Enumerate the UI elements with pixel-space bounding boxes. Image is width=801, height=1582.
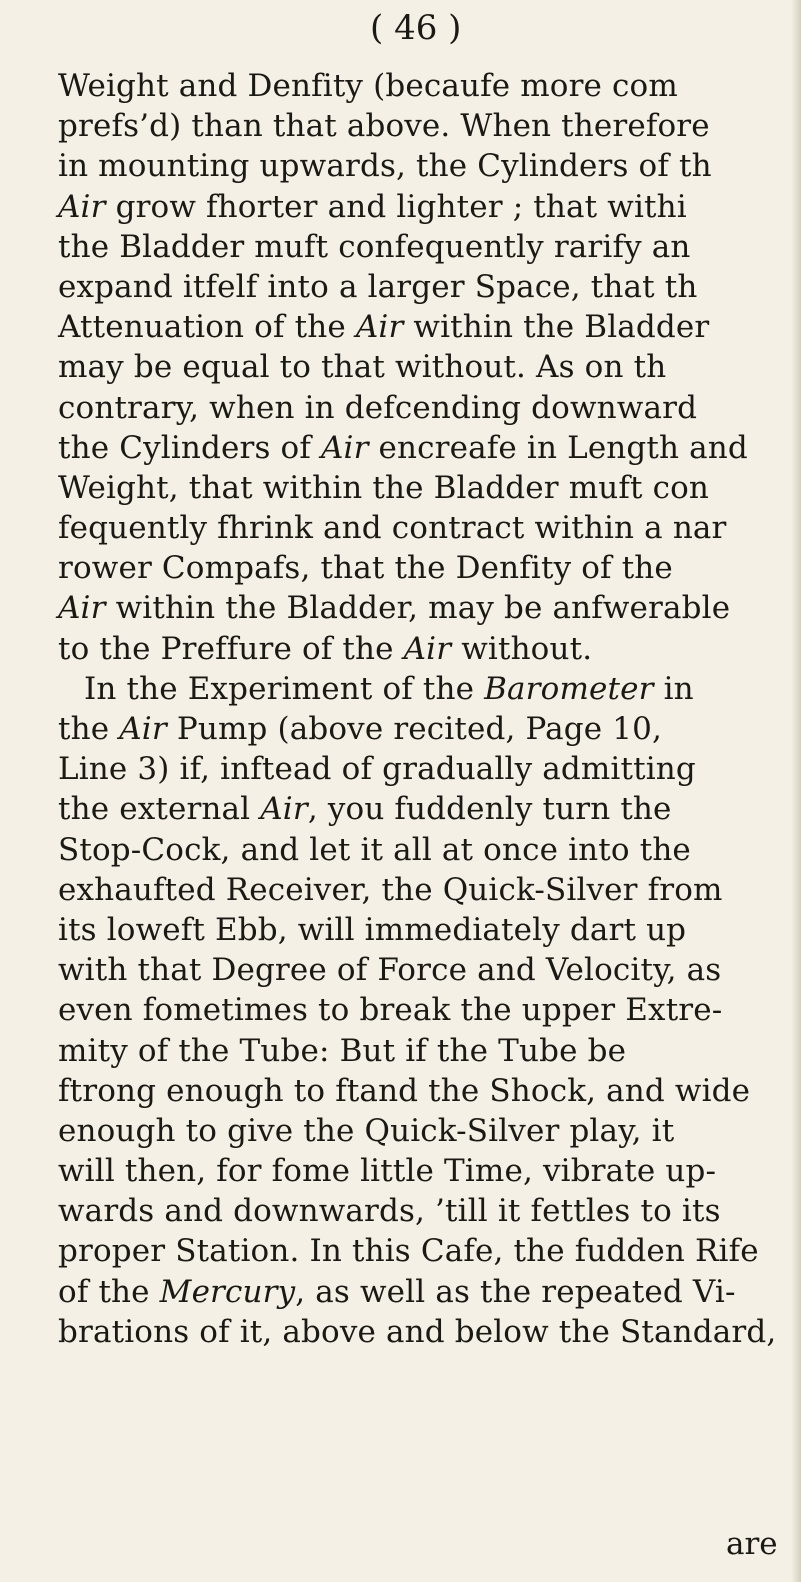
- text-segment: expand itfelf into a larger Space, that th: [58, 268, 698, 305]
- text-segment: grow fhorter and lighter ; that withi: [105, 188, 687, 225]
- catchword: are: [726, 1526, 778, 1562]
- italic-text-segment: Air: [58, 590, 106, 627]
- text-line: [58, 227, 801, 267]
- text-line: [58, 870, 801, 910]
- text-line: [58, 1312, 801, 1352]
- text-segment: without.: [451, 630, 593, 667]
- italic-text-segment: Air: [58, 188, 106, 225]
- text-line: [58, 1272, 801, 1312]
- text-segment: Pump (above recited, Page 10,: [166, 711, 662, 747]
- text-line: [58, 1191, 801, 1231]
- text-segment: enough to give the Quick-Silver play, it: [58, 1112, 675, 1149]
- text-segment: , you fuddenly turn the: [307, 791, 672, 828]
- text-line: [58, 910, 801, 950]
- text-segment: within the Bladder, may be anfwerable: [105, 590, 731, 627]
- text-line: [58, 106, 801, 146]
- italic-text-segment: Mercury: [159, 1273, 296, 1310]
- text-segment: its loweft Ebb, will immediately dart up: [58, 911, 687, 948]
- text-segment: rower Compafs, that the Denfity of the: [58, 550, 673, 587]
- text-segment: will then, for fome little Time, vibrate up-: [58, 1153, 717, 1190]
- text-line: [58, 66, 801, 106]
- text-segment: in mounting upwards, the Cylinders of th: [58, 148, 712, 185]
- text-line: [58, 950, 801, 990]
- text-segment: contrary, when in defcending downward: [58, 389, 698, 426]
- text-line: [58, 1111, 801, 1151]
- text-line: [58, 789, 801, 829]
- text-line: [58, 307, 801, 347]
- text-segment: Weight and Denfity (becaufe more com: [58, 68, 678, 104]
- text-line: [58, 468, 801, 508]
- text-line: [58, 1071, 801, 1111]
- text-line: [58, 428, 801, 468]
- text-line: [58, 388, 801, 428]
- text-line: [58, 588, 801, 628]
- text-segment: exhaufted Receiver, the Quick-Silver from: [58, 871, 723, 908]
- text-segment: the Cylinders of: [58, 429, 321, 466]
- italic-text-segment: Air: [355, 309, 404, 346]
- text-segment: brations of it, above and below the Standard,: [58, 1313, 777, 1350]
- text-segment: ftrong enough to ftand the Shock, and wide: [58, 1072, 751, 1109]
- text-segment: Attenuation of the: [58, 309, 356, 346]
- text-segment: prefs’d) than that above. When therefore: [58, 108, 710, 145]
- text-segment: In the Experiment of the: [84, 670, 485, 707]
- text-segment: wards and downwards, ’till it fettles to its: [58, 1193, 721, 1230]
- text-segment: within the Bladder: [403, 309, 710, 346]
- italic-text-segment: Air: [260, 791, 308, 828]
- text-line: [58, 267, 801, 307]
- text-segment: the: [58, 711, 120, 747]
- page-number: ( 46 ): [370, 8, 462, 48]
- text-line: [58, 629, 801, 669]
- body-text: [58, 66, 801, 1352]
- italic-text-segment: Air: [403, 630, 452, 667]
- text-segment: Weight, that within the Bladder muft con: [58, 469, 710, 506]
- text-line: [58, 1231, 801, 1271]
- text-line: [58, 508, 801, 548]
- text-segment: in: [653, 670, 694, 707]
- text-segment: even fometimes to break the upper Extre-: [58, 992, 723, 1029]
- text-line: [58, 990, 801, 1030]
- italic-text-segment: Barometer: [484, 670, 654, 707]
- text-line: [58, 830, 801, 870]
- text-line: [58, 709, 801, 749]
- text-line: [58, 146, 801, 186]
- text-segment: may be equal to that without. As on th: [58, 349, 667, 386]
- text-line: [58, 1031, 801, 1071]
- italic-text-segment: Air: [119, 711, 167, 747]
- text-line: [58, 749, 801, 789]
- text-segment: Stop-Cock, and let it all at once into the: [58, 831, 691, 868]
- text-segment: encreafe in Length and: [368, 429, 748, 466]
- italic-text-segment: Air: [320, 429, 369, 466]
- text-segment: with that Degree of Force and Velocity, as: [58, 952, 722, 989]
- text-segment: fequently fhrink and contract within a nar: [58, 510, 727, 547]
- text-segment: , as well as the repeated Vi-: [295, 1273, 736, 1310]
- text-segment: to the Preffure of the: [58, 630, 404, 667]
- text-line: [58, 548, 801, 588]
- text-segment: mity of the Tube: But if the Tube be: [58, 1032, 627, 1069]
- text-line: [58, 669, 801, 709]
- text-segment: proper Station. In this Cafe, the fudden Rife: [58, 1233, 759, 1270]
- text-line: [58, 347, 801, 387]
- text-line: [58, 1151, 801, 1191]
- text-line: [58, 187, 801, 227]
- text-segment: the external: [58, 791, 261, 828]
- text-segment: Line 3) if, inftead of gradually admitting: [58, 751, 696, 788]
- text-segment: the Bladder muft confequently rarify an: [58, 228, 691, 265]
- page-edge-shadow: [791, 0, 801, 1582]
- text-segment: of the: [58, 1273, 160, 1310]
